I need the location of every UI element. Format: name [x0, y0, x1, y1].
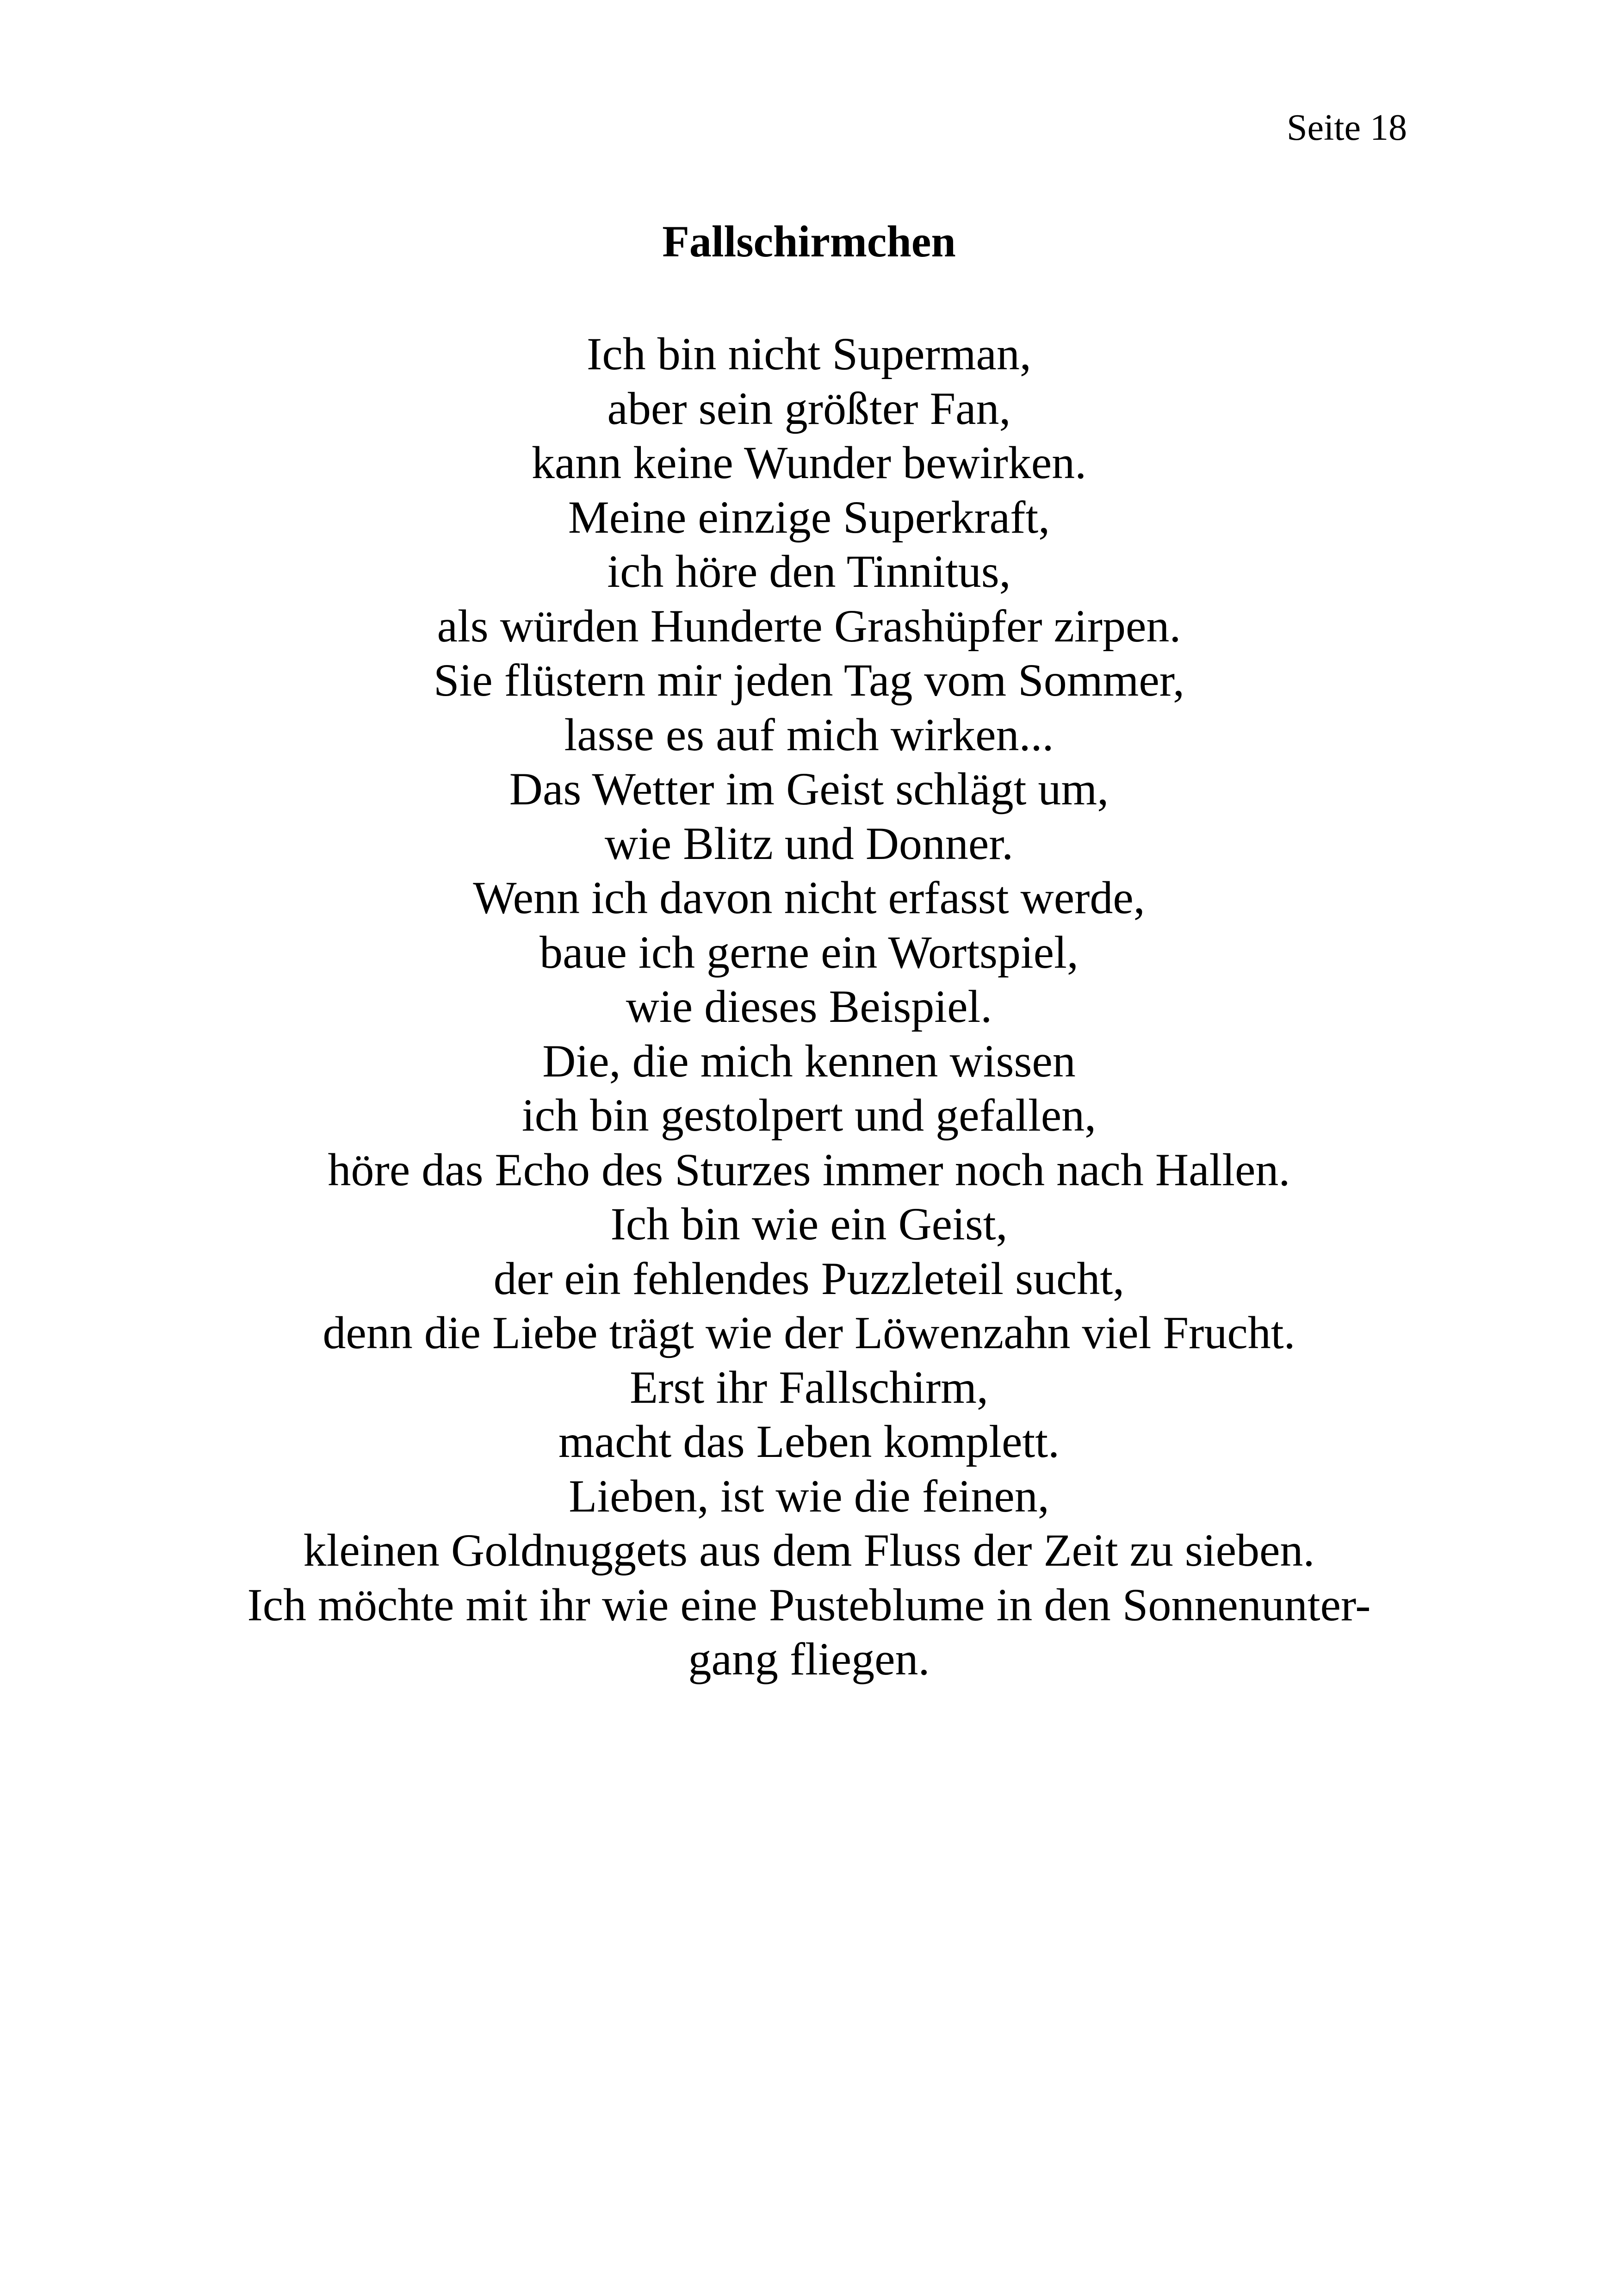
poem-line: Erst ihr Fallschirm, — [630, 1361, 988, 1413]
poem-line: Lieben, ist wie die feinen, — [569, 1470, 1049, 1522]
poem-line: Wenn ich davon nicht erfasst werde, — [473, 872, 1145, 923]
poem-line: macht das Leben komplett. — [558, 1416, 1060, 1467]
poem-line: gang fliegen. — [688, 1633, 930, 1685]
poem-line: Ich bin wie ein Geist, — [610, 1198, 1008, 1250]
poem-line: Ich möchte mit ihr wie eine Pusteblume in den Sonnenunter- — [247, 1579, 1371, 1630]
poem-line: der ein fehlendes Puzzleteil sucht, — [493, 1252, 1125, 1304]
poem-line: ich höre den Tinnitus, — [607, 546, 1011, 597]
poem-title: Fallschirmchen — [662, 217, 956, 266]
poem-line: als würden Hunderte Grashüpfer zirpen. — [437, 600, 1181, 652]
poem-line: Ich bin nicht Superman, — [587, 328, 1031, 380]
poem-line: kleinen Goldnuggets aus dem Fluss der Zeit zu sieben. — [303, 1524, 1315, 1576]
poem-line: kann keine Wunder bewirken. — [531, 437, 1087, 488]
poem-body — [0, 327, 1618, 1686]
poem-line: wie dieses Beispiel. — [626, 981, 992, 1032]
poem-line: höre das Echo des Sturzes immer noch nach Hallen. — [328, 1144, 1290, 1195]
poem-line: baue ich gerne ein Wortspiel, — [539, 926, 1079, 978]
poem-line: ich bin gestolpert und gefallen, — [521, 1089, 1097, 1141]
poem-line: Meine einzige Superkraft, — [568, 491, 1050, 543]
poem-line: Die, die mich kennen wissen — [542, 1035, 1076, 1087]
poem-line: Das Wetter im Geist schlägt um, — [509, 763, 1109, 815]
poem-line: lasse es auf mich wirken... — [564, 709, 1054, 760]
poem-line: denn die Liebe trägt wie der Löwenzahn viel Frucht. — [322, 1307, 1296, 1358]
poem-line: wie Blitz und Donner. — [604, 817, 1014, 869]
page-number: Seite 18 — [1287, 107, 1407, 148]
poem-line: Sie flüstern mir jeden Tag vom Sommer, — [434, 654, 1184, 706]
poem-line: aber sein größter Fan, — [607, 382, 1011, 434]
